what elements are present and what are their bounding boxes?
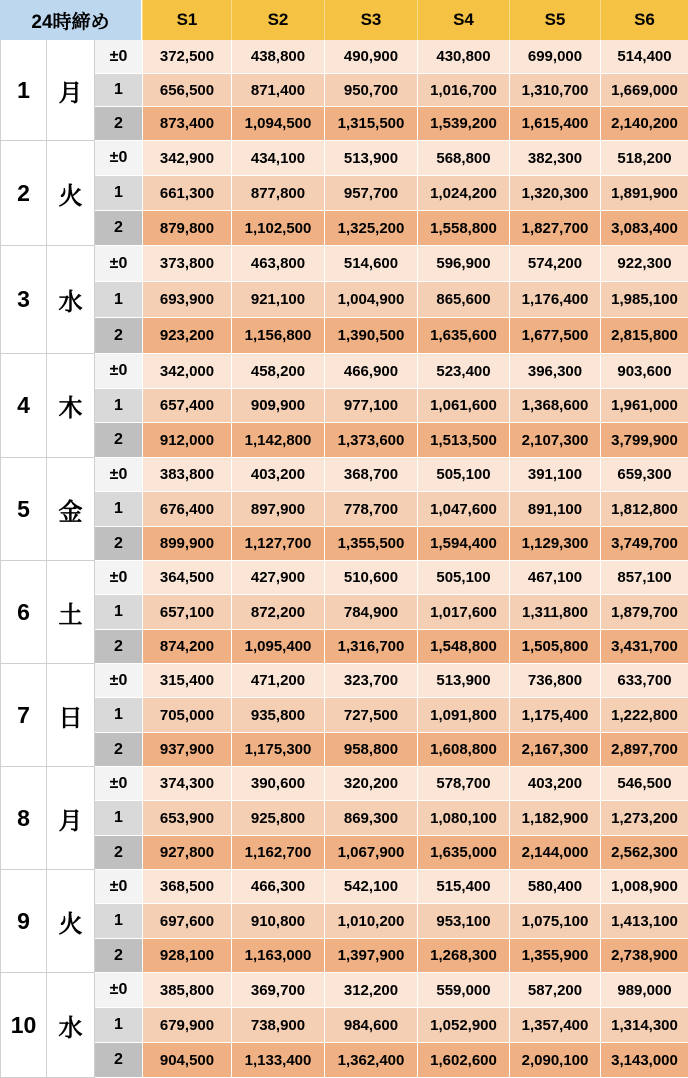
day-of-week: 木 [47,354,95,458]
level-label: ±0 [95,767,142,801]
value-cell: 390,600 [231,767,324,801]
value-cell: 383,800 [142,458,231,492]
value-cell: 559,000 [417,973,509,1008]
column-header-s2: S2 [231,0,324,40]
value-cell: 1,016,700 [417,74,509,107]
value-cell: 1,156,800 [231,318,324,354]
value-cell: 403,200 [509,767,600,801]
value-cell: 957,700 [324,176,417,211]
value-cell: 1,548,800 [417,630,509,664]
value-cell: 1,102,500 [231,211,324,246]
value-cell: 899,900 [142,527,231,561]
value-cell: 1,316,700 [324,630,417,664]
level-label: 1 [95,74,142,107]
value-cell: 2,167,300 [509,733,600,767]
value-cell: 574,200 [509,246,600,282]
value-cell: 1,127,700 [231,527,324,561]
column-header-s5: S5 [509,0,600,40]
value-cell: 3,083,400 [600,211,688,246]
value-cell: 784,900 [324,595,417,630]
level-label: 1 [95,698,142,733]
value-cell: 391,100 [509,458,600,492]
value-cell: 1,362,400 [324,1043,417,1078]
value-cell: 373,800 [142,246,231,282]
value-cell: 1,368,600 [509,389,600,423]
value-cell: 320,200 [324,767,417,801]
value-cell: 657,100 [142,595,231,630]
value-cell: 1,182,900 [509,801,600,836]
value-cell: 921,100 [231,282,324,318]
level-label: 1 [95,904,142,939]
value-cell: 546,500 [600,767,688,801]
value-cell: 2,144,000 [509,836,600,870]
day-of-week: 水 [47,973,95,1078]
level-label: 2 [95,733,142,767]
level-label: 2 [95,107,142,141]
level-label: ±0 [95,458,142,492]
value-cell: 873,400 [142,107,231,141]
level-label: ±0 [95,664,142,698]
value-cell: 904,500 [142,1043,231,1078]
value-cell: 3,143,000 [600,1043,688,1078]
value-cell: 2,090,100 [509,1043,600,1078]
value-cell: 1,390,500 [324,318,417,354]
value-cell: 1,017,600 [417,595,509,630]
value-cell: 510,600 [324,561,417,595]
value-cell: 438,800 [231,40,324,74]
value-cell: 877,800 [231,176,324,211]
value-cell: 1,315,500 [324,107,417,141]
value-cell: 697,600 [142,904,231,939]
value-cell: 1,397,900 [324,939,417,973]
value-cell: 1,827,700 [509,211,600,246]
level-label: ±0 [95,561,142,595]
value-cell: 1,311,800 [509,595,600,630]
value-cell: 568,800 [417,141,509,176]
value-cell: 1,080,100 [417,801,509,836]
level-label: 2 [95,630,142,664]
value-cell: 676,400 [142,492,231,527]
value-cell: 1,052,900 [417,1008,509,1043]
value-cell: 1,325,200 [324,211,417,246]
value-cell: 1,314,300 [600,1008,688,1043]
value-cell: 897,900 [231,492,324,527]
value-cell: 518,200 [600,141,688,176]
column-header-s6: S6 [600,0,688,40]
value-cell: 1,594,400 [417,527,509,561]
value-cell: 382,300 [509,141,600,176]
value-cell: 1,373,600 [324,423,417,458]
value-cell: 872,200 [231,595,324,630]
value-cell: 1,669,000 [600,74,688,107]
level-label: ±0 [95,870,142,904]
value-cell: 935,800 [231,698,324,733]
value-cell: 3,431,700 [600,630,688,664]
value-cell: 513,900 [324,141,417,176]
value-cell: 903,600 [600,354,688,389]
day-number: 9 [0,870,47,973]
value-cell: 514,600 [324,246,417,282]
value-cell: 1,961,000 [600,389,688,423]
day-number: 7 [0,664,47,767]
value-cell: 323,700 [324,664,417,698]
value-cell: 374,300 [142,767,231,801]
value-cell: 467,100 [509,561,600,595]
value-cell: 693,900 [142,282,231,318]
level-label: 2 [95,1043,142,1078]
column-header-s4: S4 [417,0,509,40]
value-cell: 2,140,200 [600,107,688,141]
day-of-week: 金 [47,458,95,561]
value-cell: 1,355,900 [509,939,600,973]
value-cell: 2,897,700 [600,733,688,767]
value-cell: 1,175,300 [231,733,324,767]
value-cell: 1,142,800 [231,423,324,458]
value-cell: 1,222,800 [600,698,688,733]
value-cell: 466,900 [324,354,417,389]
value-cell: 738,900 [231,1008,324,1043]
value-cell: 657,400 [142,389,231,423]
value-cell: 1,413,100 [600,904,688,939]
value-cell: 1,133,400 [231,1043,324,1078]
value-cell: 653,900 [142,801,231,836]
value-cell: 403,200 [231,458,324,492]
level-label: 2 [95,939,142,973]
corner-header: 24時締め [0,0,142,40]
value-cell: 1,355,500 [324,527,417,561]
value-cell: 950,700 [324,74,417,107]
value-cell: 1,812,800 [600,492,688,527]
value-cell: 958,800 [324,733,417,767]
value-cell: 1,061,600 [417,389,509,423]
value-cell: 514,400 [600,40,688,74]
value-cell: 891,100 [509,492,600,527]
value-cell: 1,558,800 [417,211,509,246]
value-cell: 1,602,600 [417,1043,509,1078]
value-cell: 3,749,700 [600,527,688,561]
value-cell: 312,200 [324,973,417,1008]
value-cell: 466,300 [231,870,324,904]
value-cell: 542,100 [324,870,417,904]
level-label: 1 [95,1008,142,1043]
value-cell: 458,200 [231,354,324,389]
value-cell: 871,400 [231,74,324,107]
value-cell: 2,738,900 [600,939,688,973]
value-cell: 1,608,800 [417,733,509,767]
value-cell: 427,900 [231,561,324,595]
value-cell: 1,067,900 [324,836,417,870]
level-label: 2 [95,527,142,561]
value-cell: 778,700 [324,492,417,527]
level-label: ±0 [95,354,142,389]
value-cell: 580,400 [509,870,600,904]
value-cell: 471,200 [231,664,324,698]
value-cell: 923,200 [142,318,231,354]
level-label: 1 [95,801,142,836]
value-cell: 578,700 [417,767,509,801]
value-cell: 1,175,400 [509,698,600,733]
value-cell: 372,500 [142,40,231,74]
day-of-week: 月 [47,40,95,141]
day-number: 4 [0,354,47,458]
value-cell: 505,100 [417,561,509,595]
value-cell: 1,176,400 [509,282,600,318]
level-label: 2 [95,211,142,246]
value-cell: 2,815,800 [600,318,688,354]
value-cell: 1,094,500 [231,107,324,141]
value-cell: 869,300 [324,801,417,836]
day-of-week: 日 [47,664,95,767]
value-cell: 1,273,200 [600,801,688,836]
value-cell: 1,513,500 [417,423,509,458]
value-cell: 912,000 [142,423,231,458]
value-cell: 1,047,600 [417,492,509,527]
value-cell: 1,004,900 [324,282,417,318]
value-cell: 1,268,300 [417,939,509,973]
column-header-s3: S3 [324,0,417,40]
value-cell: 1,615,400 [509,107,600,141]
level-label: ±0 [95,40,142,74]
value-cell: 1,129,300 [509,527,600,561]
level-label: 1 [95,595,142,630]
value-cell: 1,985,100 [600,282,688,318]
day-of-week: 土 [47,561,95,664]
value-cell: 922,300 [600,246,688,282]
value-cell: 463,800 [231,246,324,282]
value-cell: 587,200 [509,973,600,1008]
value-cell: 1,008,900 [600,870,688,904]
value-cell: 661,300 [142,176,231,211]
value-cell: 505,100 [417,458,509,492]
level-label: 1 [95,389,142,423]
value-cell: 927,800 [142,836,231,870]
level-label: 1 [95,282,142,318]
day-number: 3 [0,246,47,354]
value-cell: 368,700 [324,458,417,492]
level-label: 1 [95,176,142,211]
day-number: 8 [0,767,47,870]
value-cell: 909,900 [231,389,324,423]
value-cell: 490,900 [324,40,417,74]
level-label: ±0 [95,973,142,1008]
value-cell: 430,800 [417,40,509,74]
value-cell: 633,700 [600,664,688,698]
value-cell: 984,600 [324,1008,417,1043]
value-cell: 937,900 [142,733,231,767]
value-cell: 434,100 [231,141,324,176]
value-cell: 705,000 [142,698,231,733]
day-number: 1 [0,40,47,141]
day-of-week: 火 [47,870,95,973]
value-cell: 1,162,700 [231,836,324,870]
day-of-week: 月 [47,767,95,870]
day-number: 6 [0,561,47,664]
level-label: 1 [95,492,142,527]
value-cell: 925,800 [231,801,324,836]
value-cell: 1,357,400 [509,1008,600,1043]
day-number: 2 [0,141,47,246]
level-label: ±0 [95,141,142,176]
value-cell: 315,400 [142,664,231,698]
value-cell: 953,100 [417,904,509,939]
value-cell: 1,635,000 [417,836,509,870]
value-cell: 989,000 [600,973,688,1008]
value-cell: 1,539,200 [417,107,509,141]
value-cell: 1,635,600 [417,318,509,354]
value-cell: 727,500 [324,698,417,733]
value-cell: 1,095,400 [231,630,324,664]
day-number: 5 [0,458,47,561]
value-cell: 2,562,300 [600,836,688,870]
day-number: 10 [0,973,47,1078]
value-cell: 910,800 [231,904,324,939]
value-cell: 656,500 [142,74,231,107]
value-cell: 1,879,700 [600,595,688,630]
value-cell: 857,100 [600,561,688,595]
value-cell: 515,400 [417,870,509,904]
level-label: ±0 [95,246,142,282]
value-cell: 368,500 [142,870,231,904]
value-cell: 874,200 [142,630,231,664]
value-cell: 1,091,800 [417,698,509,733]
column-header-s1: S1 [142,0,231,40]
level-label: 2 [95,836,142,870]
value-cell: 396,300 [509,354,600,389]
value-cell: 1,505,800 [509,630,600,664]
value-cell: 736,800 [509,664,600,698]
value-cell: 523,400 [417,354,509,389]
value-cell: 1,024,200 [417,176,509,211]
value-cell: 1,010,200 [324,904,417,939]
value-cell: 2,107,300 [509,423,600,458]
value-cell: 977,100 [324,389,417,423]
value-cell: 1,163,000 [231,939,324,973]
value-cell: 385,800 [142,973,231,1008]
day-of-week: 火 [47,141,95,246]
level-label: 2 [95,318,142,354]
value-cell: 928,100 [142,939,231,973]
value-cell: 3,799,900 [600,423,688,458]
value-cell: 513,900 [417,664,509,698]
value-cell: 1,310,700 [509,74,600,107]
value-cell: 1,677,500 [509,318,600,354]
value-cell: 659,300 [600,458,688,492]
value-cell: 679,900 [142,1008,231,1043]
value-cell: 699,000 [509,40,600,74]
value-cell: 1,320,300 [509,176,600,211]
value-cell: 879,800 [142,211,231,246]
level-label: 2 [95,423,142,458]
value-cell: 865,600 [417,282,509,318]
value-cell: 369,700 [231,973,324,1008]
value-cell: 342,000 [142,354,231,389]
value-cell: 596,900 [417,246,509,282]
value-cell: 1,075,100 [509,904,600,939]
value-cell: 364,500 [142,561,231,595]
value-cell: 1,891,900 [600,176,688,211]
day-of-week: 水 [47,246,95,354]
value-cell: 342,900 [142,141,231,176]
